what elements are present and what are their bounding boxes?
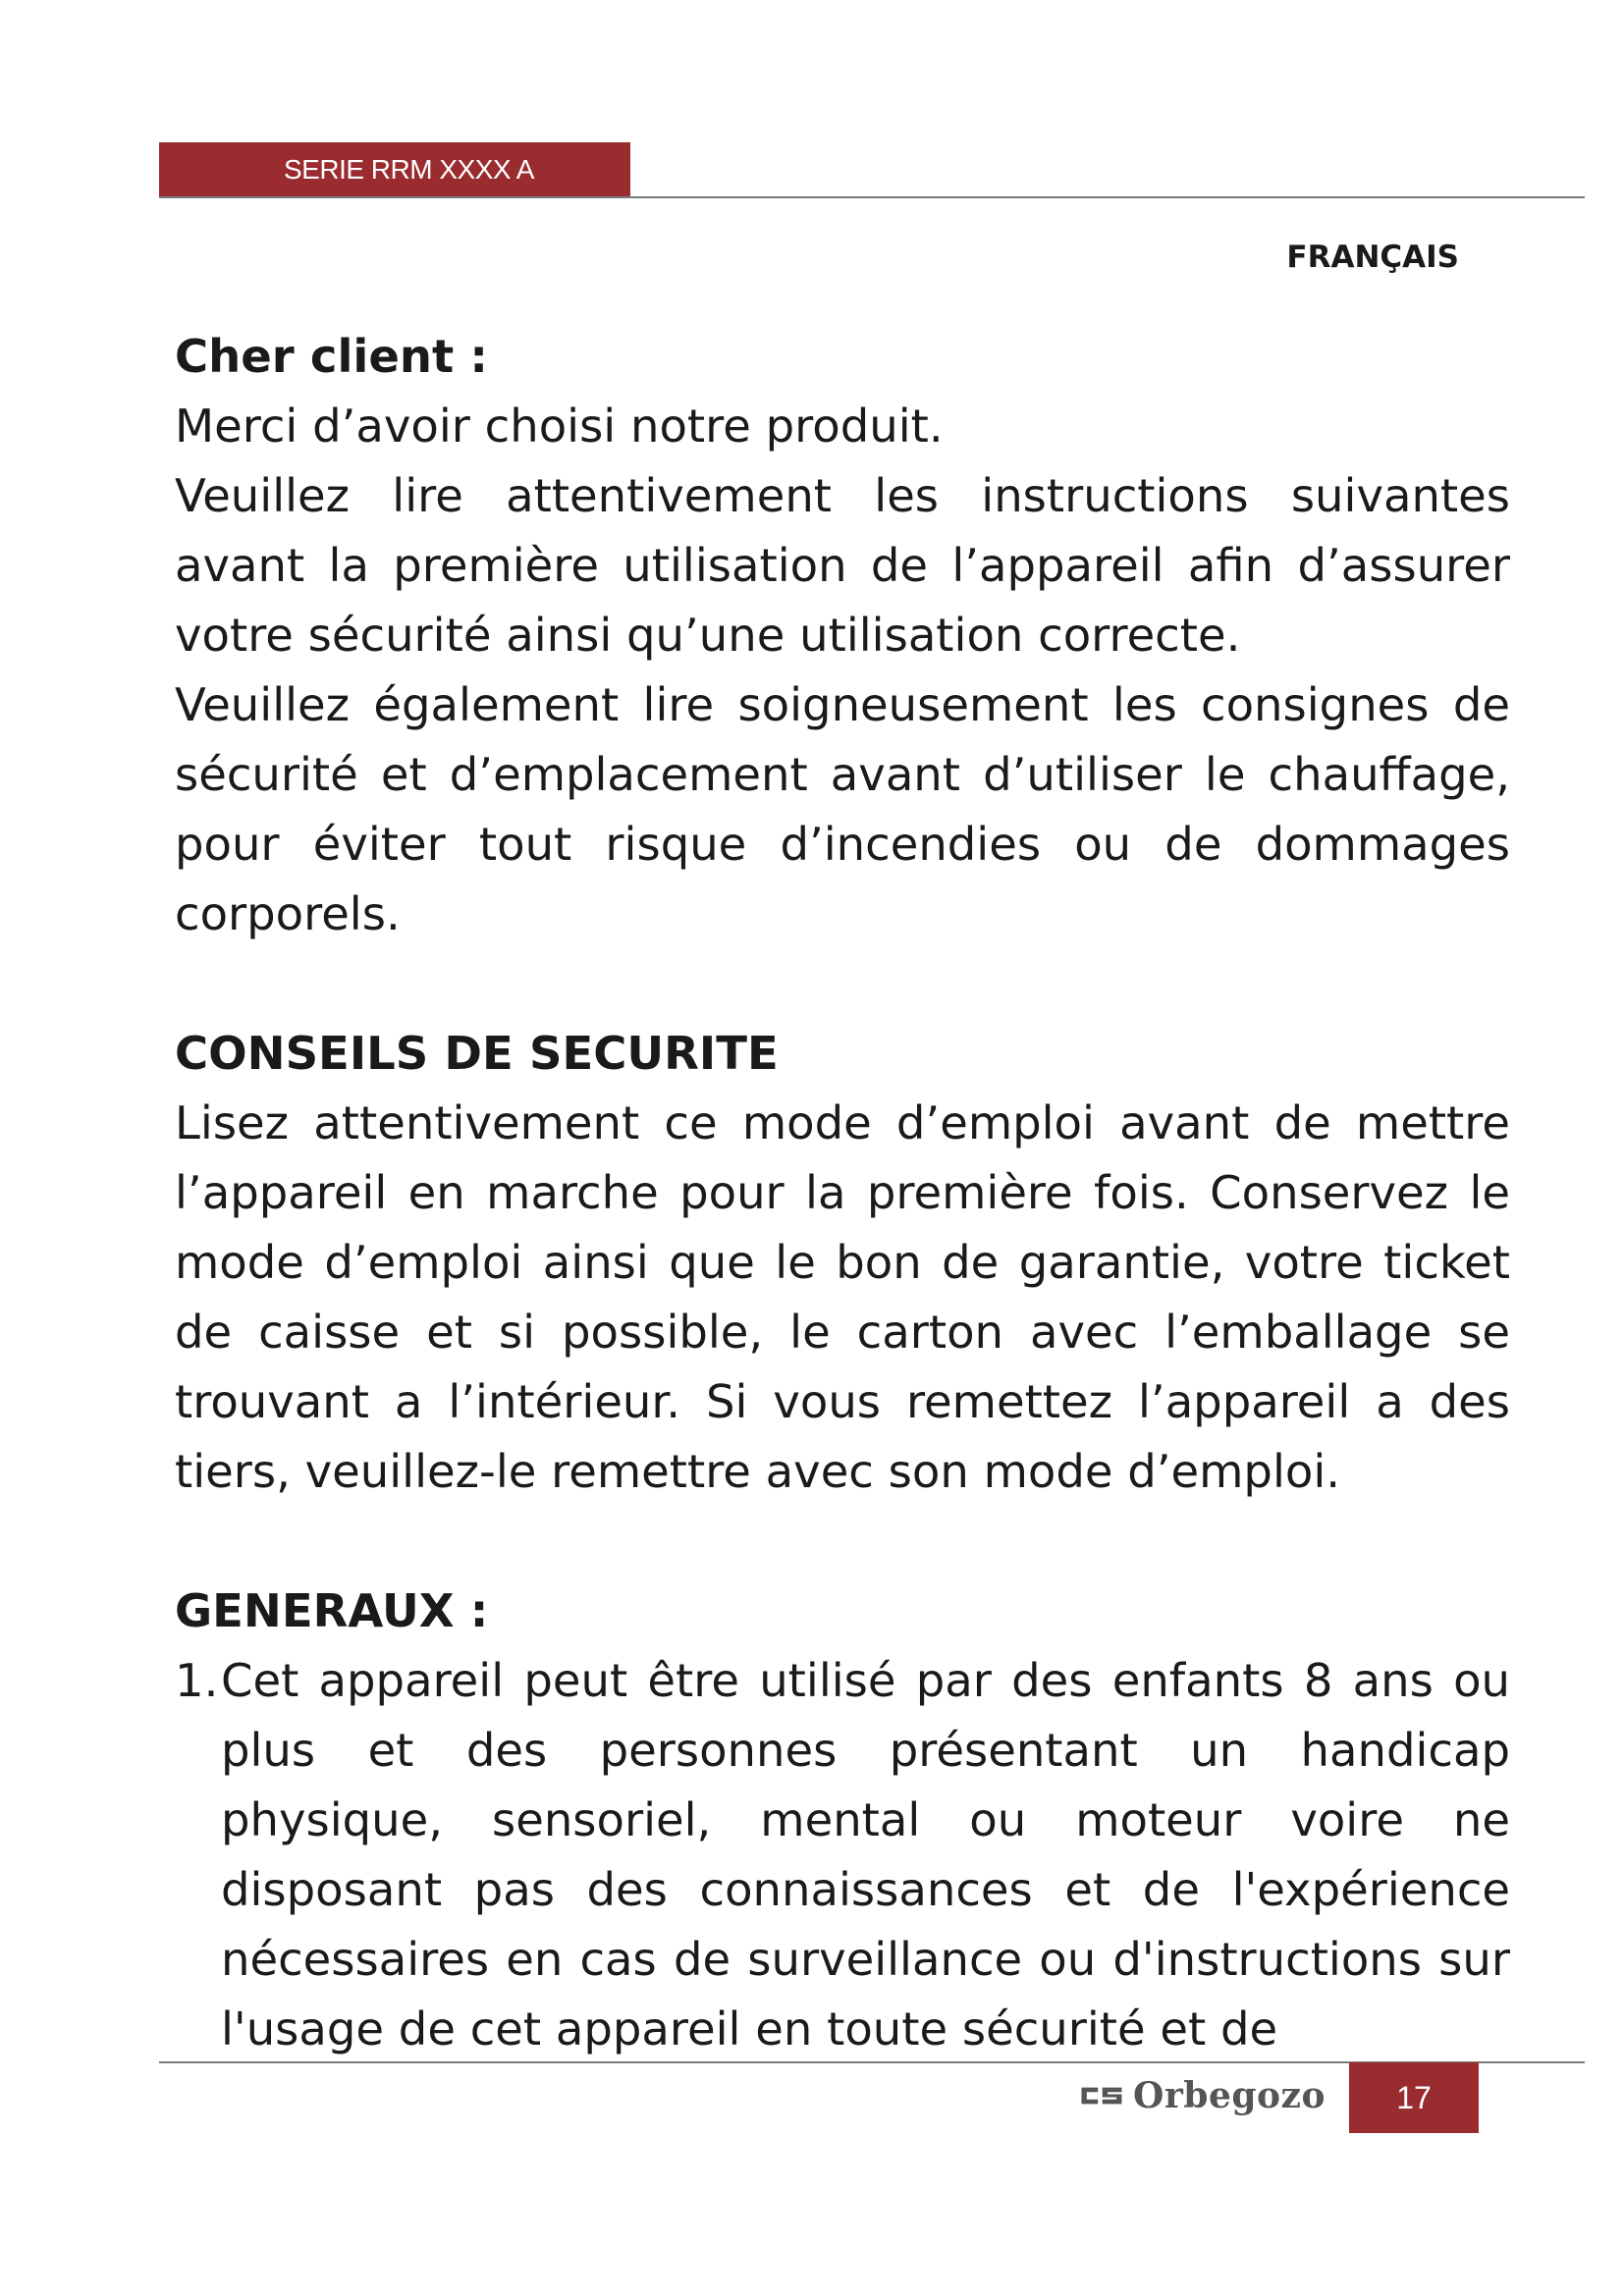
page-number: 17 (1396, 2079, 1432, 2115)
list-item-text: Cet appareil peut être utilisé par des enfants 8 ans ou plus et des personnes présentant un handicap physique, sensoriel, mental ou moteur voire ne disposant pas des connaissances et de l'expérience nécessaires en cas de surveillance ou d'instructions sur l'usage de cet appareil en toute sécurité et de (221, 1654, 1510, 2056)
section-gap (175, 1507, 1510, 1576)
intro-line-3: Veuillez également lire soigneusement les consignes de sécurité et d’emplacement avant d’utiliser le chauffage, pour éviter tout risque d’incendies ou de dommages corporels. (175, 678, 1510, 940)
language-label: FRANÇAIS (1286, 240, 1459, 275)
safety-heading: CONSEILS DE SECURITE (175, 1027, 779, 1080)
page-content (175, 322, 1510, 2064)
page-number-box (1349, 2062, 1479, 2133)
brand-name: Orbegozo (1132, 2075, 1326, 2116)
intro-heading: Cher client : (175, 330, 488, 383)
general-list (175, 1646, 1510, 2064)
intro-line-1: Merci d’avoir choisi notre produit. (175, 400, 944, 453)
list-item-number: 1. (175, 1654, 219, 1707)
intro-line-2: Veuillez lire attentivement les instructions suivantes avant la première utilisation de l’appareil afin d’assurer votre sécurité ainsi qu’une utilisation correcte. (175, 469, 1510, 662)
series-label: SERIE RRM XXXX A (284, 154, 534, 185)
series-header-band (159, 142, 630, 197)
brand-mark-icon (1080, 2083, 1123, 2109)
general-heading: GENERAUX : (175, 1584, 489, 1637)
list-item (175, 1646, 1510, 2064)
header-divider (159, 196, 1585, 198)
safety-paragraph: Lisez attentivement ce mode d’emploi avant de mettre l’appareil en marche pour la première fois. Conservez le mode d’emploi ainsi que le bon de garantie, votre ticket de caisse et si possible, le carton avec l’emballage se trouvant a l’intérieur. Si vous remettez l’appareil a des tiers, veuillez-le remettre avec son mode d’emploi. (175, 1096, 1510, 1498)
brand-logo (1080, 2071, 1326, 2120)
section-gap (175, 949, 1510, 1019)
